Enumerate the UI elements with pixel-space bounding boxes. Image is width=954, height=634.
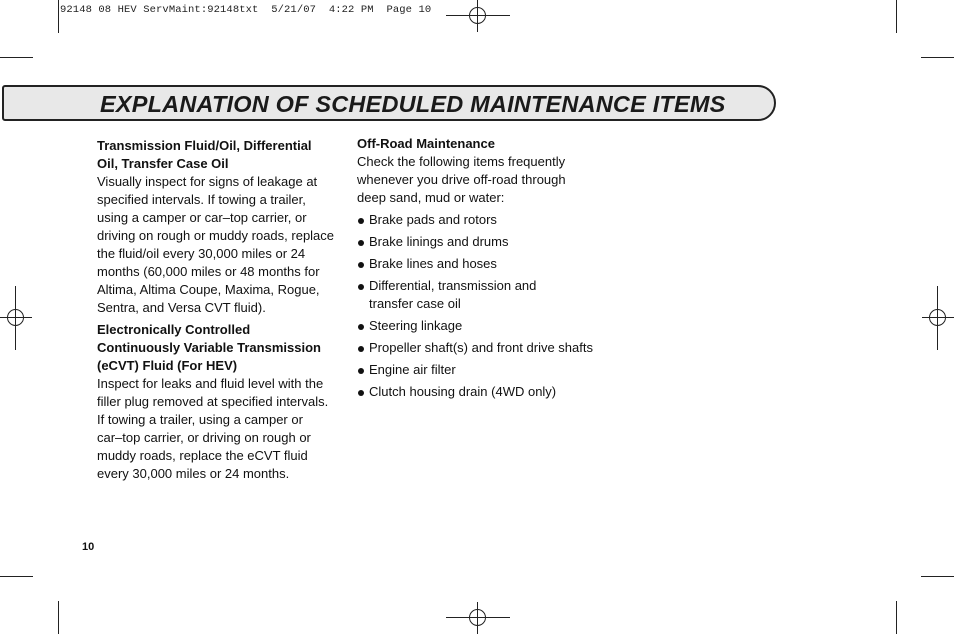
list-item <box>357 383 617 401</box>
crop-mark-top-right-horizontal <box>921 57 954 58</box>
list-item-text: transfer case oil <box>369 296 461 311</box>
list-item <box>357 339 617 357</box>
body-line: muddy roads, replace the eCVT fluid <box>97 448 308 463</box>
bullet-icon <box>358 262 364 268</box>
transmission-fluid-section <box>97 137 347 317</box>
crop-mark-bottom-right-horizontal <box>921 576 954 577</box>
heading-line: Transmission Fluid/Oil, Differential <box>97 138 312 153</box>
heading-line: Electronically Controlled <box>97 322 251 337</box>
crop-mark-bottom-left-vertical <box>58 601 59 634</box>
page-number: 10 <box>82 541 95 553</box>
crop-mark-bottom-right-vertical <box>896 601 897 634</box>
body-line: the fluid/oil every 30,000 miles or 24 <box>97 246 306 261</box>
off-road-checklist <box>357 211 617 401</box>
body-line: If towing a trailer, using a camper or <box>97 412 303 427</box>
bullet-icon <box>358 240 364 246</box>
body-line: car–top carrier, or driving on rough or <box>97 430 311 445</box>
bullet-icon <box>358 368 364 374</box>
crop-mark-top-left-vertical <box>58 0 59 33</box>
list-item-text: Steering linkage <box>369 318 463 333</box>
body-line: using a camper or car–top carrier, or <box>97 210 307 225</box>
list-item-text: Differential, transmission and <box>369 278 537 293</box>
section-banner <box>2 85 776 121</box>
list-item <box>357 255 617 273</box>
body-line: filler plug removed at specified intervals. <box>97 394 329 409</box>
heading-line: Continuously Variable Transmission <box>97 340 321 355</box>
list-item-text: Engine air filter <box>369 362 456 377</box>
ecvt-fluid-section <box>97 321 347 483</box>
body-line: specified intervals. If towing a trailer, <box>97 192 306 207</box>
registration-mark-bottom-icon <box>446 602 510 634</box>
ecvt-fluid-body <box>97 375 347 483</box>
intro-line: deep sand, mud or water: <box>357 190 505 205</box>
crop-mark-bottom-left-horizontal <box>0 576 33 577</box>
list-item <box>357 211 617 229</box>
bullet-icon <box>358 390 364 396</box>
left-column <box>97 137 347 487</box>
registration-mark-left-icon <box>0 286 32 350</box>
bullet-icon <box>358 218 364 224</box>
list-item <box>357 361 617 379</box>
body-line: driving on rough or muddy roads, replace <box>97 228 335 243</box>
bullet-icon <box>358 284 364 290</box>
registration-mark-right-icon <box>922 286 954 350</box>
list-item-text: Brake lines and hoses <box>369 256 497 271</box>
list-item <box>357 317 617 335</box>
body-line: Visually inspect for signs of leakage at <box>97 174 318 189</box>
list-item-text: Clutch housing drain (4WD only) <box>369 384 557 399</box>
page-title: EXPLANATION OF SCHEDULED MAINTENANCE ITEMS <box>100 91 726 117</box>
intro-line: whenever you drive off-road through <box>357 172 566 187</box>
transmission-fluid-heading <box>97 137 347 173</box>
print-slug: 92148 08 HEV ServMaint:92148txt 5/21/07 4:22 PM Page 10 <box>60 4 432 16</box>
intro-line: Check the following items frequently <box>357 154 566 169</box>
list-item-text: Brake pads and rotors <box>369 212 497 227</box>
heading-line: (eCVT) Fluid (For HEV) <box>97 358 238 373</box>
body-line: Sentra, and Versa CVT fluid). <box>97 300 266 315</box>
bullet-icon <box>358 346 364 352</box>
list-item <box>357 233 617 251</box>
ecvt-fluid-heading <box>97 321 347 375</box>
list-item-text: Brake linings and drums <box>369 234 509 249</box>
body-line: Altima, Altima Coupe, Maxima, Rogue, <box>97 282 320 297</box>
list-item-text: Propeller shaft(s) and front drive shafts <box>369 340 593 355</box>
list-item <box>357 277 617 313</box>
registration-mark-top-icon <box>446 0 510 32</box>
off-road-heading: Off-Road Maintenance <box>357 136 495 151</box>
crop-mark-top-left-horizontal <box>0 57 33 58</box>
right-column <box>357 135 617 405</box>
body-line: Inspect for leaks and fluid level with the <box>97 376 324 391</box>
bullet-icon <box>358 324 364 330</box>
heading-line: Oil, Transfer Case Oil <box>97 156 229 171</box>
crop-mark-top-right-vertical <box>896 0 897 33</box>
body-line: every 30,000 miles or 24 months. <box>97 466 290 481</box>
transmission-fluid-body <box>97 173 347 317</box>
body-line: months (60,000 miles or 48 months for <box>97 264 320 279</box>
off-road-intro <box>357 153 617 207</box>
